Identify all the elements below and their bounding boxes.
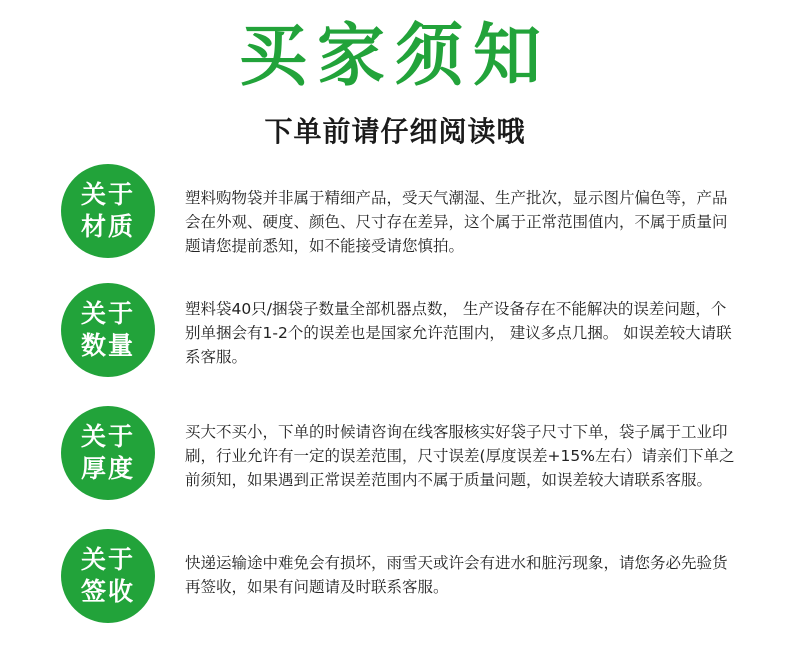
section-text: 塑料袋40只/捆袋子数量全部机器点数， 生产设备存在不能解决的误差问题，个别单捆会有1-2个的误差也是国家允许范围内， 建议多点几捆。 如误差较大请联系客服。: [185, 300, 732, 366]
badge-line-2: 签收: [80, 577, 135, 606]
badge-line-2: 厚度: [80, 454, 135, 483]
badge-line-2: 材质: [80, 212, 135, 241]
page-subtitle: 下单前请仔细阅读哦: [264, 115, 526, 148]
badge-line-2: 数量: [80, 331, 135, 360]
badge-line-1: 关于: [80, 422, 135, 451]
section-text: 塑料购物袋并非属于精细产品，受天气潮湿、生产批次，显示图片偏色等，产品会在外观、硬度、颜色、尺寸存在差异，这个属于正常范围值内，不属于质量问题请您提前悉知，如不能接受请您慎拍。: [185, 189, 728, 255]
section-text: 买大不买小，下单的时候请咨询在线客服核实好袋子尺寸下单，袋子属于工业印刷，行业允许有一定的误差范围，尺寸误差(厚度误差+15%左右）请亲们下单之前须知，如果遇到正常误差范围内不属于质量问题，如误差较大请联系客服。: [185, 423, 735, 489]
badge-line-1: 关于: [80, 545, 135, 574]
badge-line-1: 关于: [80, 299, 135, 328]
section-badge: [61, 529, 155, 623]
section-badge: [61, 164, 155, 258]
badge-line-1: 关于: [80, 180, 135, 209]
section-badge: [61, 283, 155, 377]
page-title: 买家须知: [238, 16, 551, 96]
section-badge: [61, 406, 155, 500]
section-text: 快递运输途中难免会有损坏，雨雪天或许会有进水和脏污现象，请您务必先验货再签收，如果有问题请及时联系客服。: [185, 554, 728, 596]
